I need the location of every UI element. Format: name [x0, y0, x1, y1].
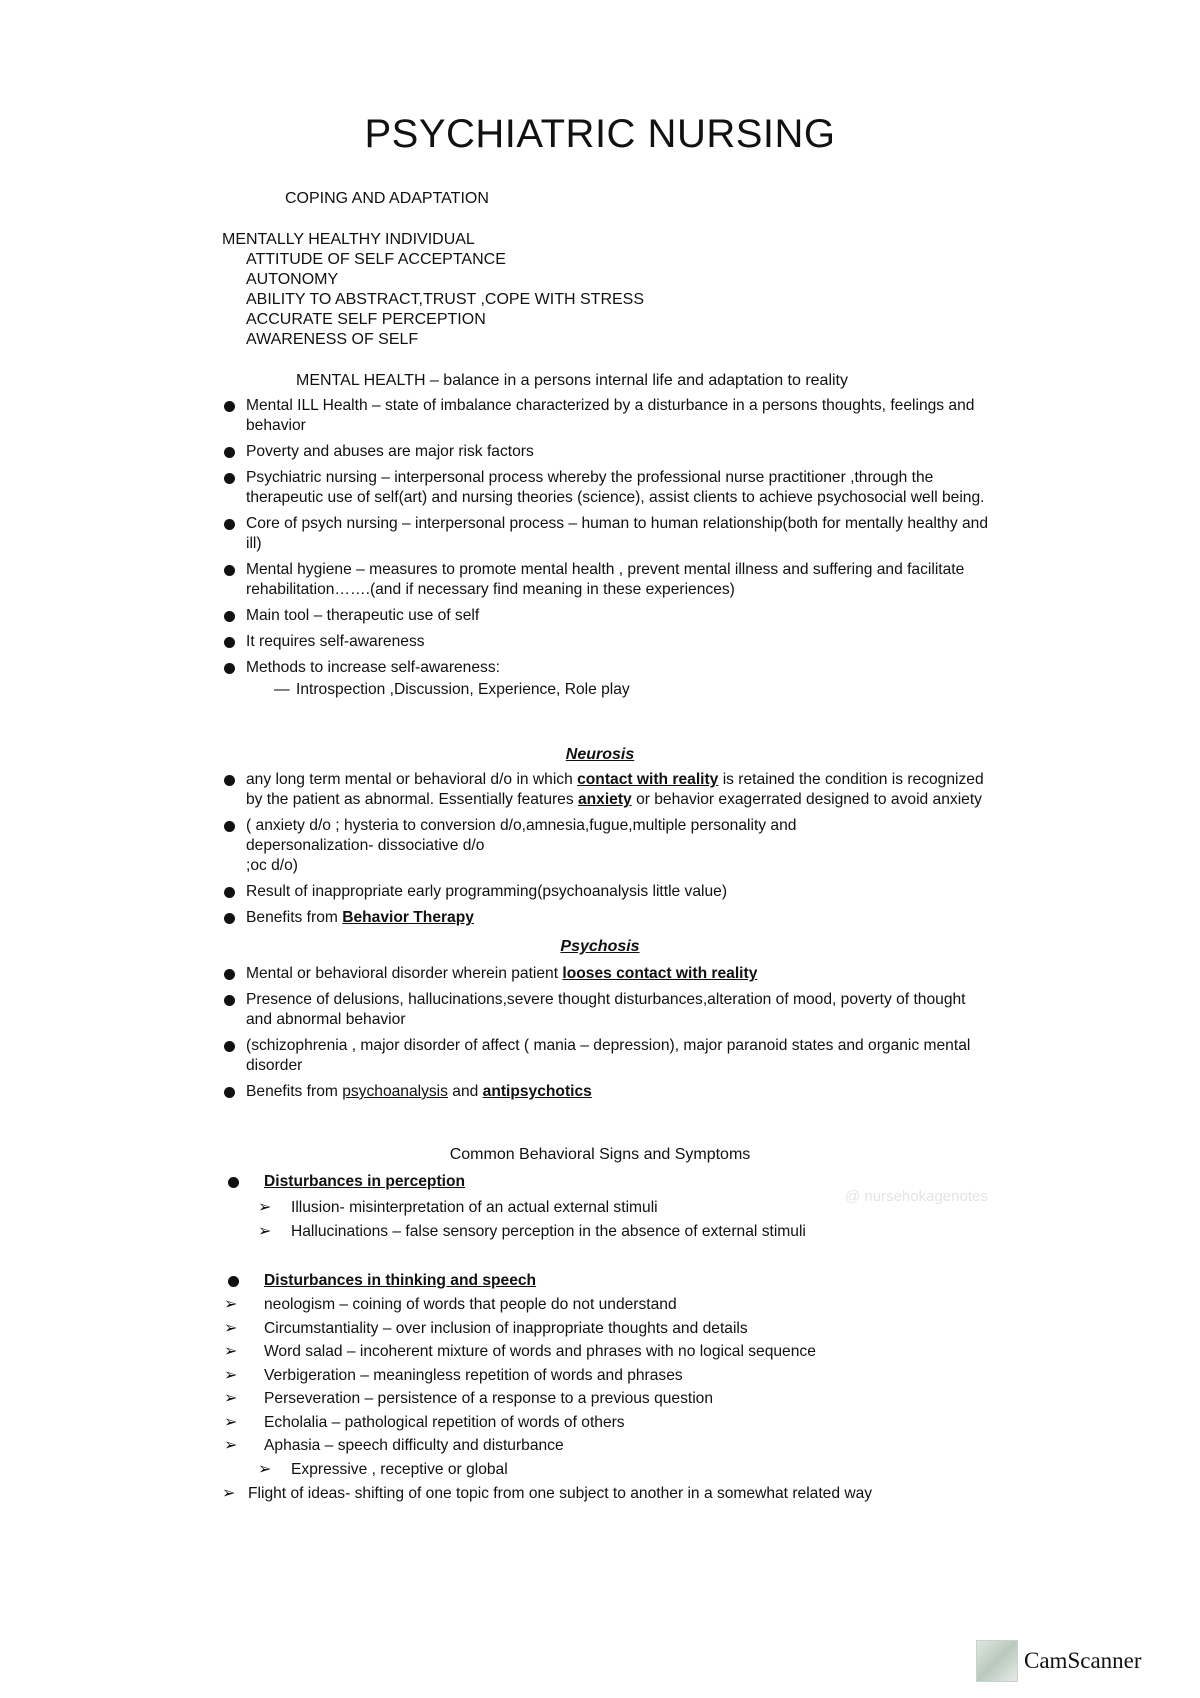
item-text: Circumstantiality – over inclusion of inappropriate thoughts and details	[264, 1319, 748, 1337]
trait-item: AUTONOMY	[246, 271, 339, 288]
underlined-term: contact with reality	[577, 771, 719, 788]
text-line: depersonalization- dissociative d/o	[246, 837, 485, 854]
underlined-term: Behavior Therapy	[342, 909, 474, 926]
trait-item: ABILITY TO ABSTRACT,TRUST ,COPE WITH STRESS	[246, 291, 645, 308]
camscanner-label: CamScanner	[1024, 1648, 1142, 1673]
item-text: Aphasia – speech difficulty and disturbance	[264, 1437, 564, 1454]
thinking-item	[222, 1319, 872, 1339]
text-run: is retained the condition is recognized by the patient as abnormal. Essentially features	[246, 771, 984, 808]
thinking-item	[222, 1295, 872, 1315]
trait-item: ACCURATE SELF PERCEPTION	[246, 311, 486, 328]
watermark: @ nursehokagenotes	[845, 1188, 988, 1205]
underlined-term: antipsychotics	[482, 1083, 592, 1100]
item-text: neologism – coining of words that people do not understand	[264, 1296, 677, 1313]
perception-item	[222, 1198, 806, 1218]
underlined-term: psychoanalysis	[342, 1083, 448, 1100]
item-text: Hallucinations – false sensory perception in the absence of external stimuli	[291, 1222, 806, 1240]
perception-item	[222, 1222, 806, 1242]
arrow-bullet-icon: ➢	[258, 1199, 272, 1216]
thinking-item	[222, 1436, 872, 1456]
camscanner-footer	[976, 1640, 1142, 1682]
item-text: Word salad – incoherent mixture of words and phrases with no logical sequence	[264, 1343, 816, 1360]
item-text: Expressive , receptive or global	[291, 1460, 508, 1478]
aphasia-subitem	[222, 1460, 872, 1480]
bullet-text: Methods to increase self-awareness:	[246, 659, 500, 676]
item-text: Illusion- misinterpretation of an actual external stimuli	[291, 1199, 658, 1216]
text-run: and	[447, 1083, 483, 1100]
bullet-item: Core of psych nursing – interpersonal process – human to human relationship(both for mentally healthy and ill)	[222, 514, 992, 554]
text-line: ;oc d/o)	[246, 857, 299, 874]
arrow-bullet-icon: ➢	[224, 1343, 238, 1360]
arrow-bullet-icon: ➢	[222, 1484, 236, 1502]
bullet-item: (schizophrenia , major disorder of affect ( mania – depression), major paranoid states and organic mental disorder	[222, 1036, 992, 1076]
bullet-item	[222, 908, 992, 928]
healthy-individual-block	[222, 230, 644, 350]
arrow-bullet-icon: ➢	[224, 1390, 238, 1407]
bullet-item	[222, 658, 992, 700]
bullet-item: It requires self-awareness	[222, 632, 992, 652]
underlined-term: anxiety	[577, 791, 632, 808]
camscanner-logo-icon	[976, 1640, 1018, 1682]
bullet-item: Mental ILL Health – state of imbalance characterized by a disturbance in a persons thoughts, feelings and behavior	[222, 396, 992, 436]
thinking-item	[222, 1389, 872, 1409]
mental-health-definition: MENTAL HEALTH – balance in a persons internal life and adaptation to reality	[296, 372, 848, 389]
text-line: ( anxiety d/o ; hysteria to conversion d/o,amnesia,fugue,multiple personality and	[246, 817, 797, 834]
neurosis-heading: Neurosis	[565, 746, 635, 763]
text-run: any long term mental or behavioral d/o in which	[246, 771, 578, 788]
trait-item: ATTITUDE OF SELF ACCEPTANCE	[246, 251, 506, 268]
bullet-item: Poverty and abuses are major risk factors	[222, 442, 992, 462]
thinking-item	[222, 1342, 872, 1362]
item-text: Verbigeration – meaningless repetition of words and phrases	[264, 1366, 683, 1384]
bullet-item: Psychiatric nursing – interpersonal process whereby the professional nurse practitioner ,through the therapeutic use of self(art) and nursing theories (science), assist clients to achieve psychosocial well being.	[222, 468, 992, 508]
trait-item: AWARENESS OF SELF	[246, 331, 419, 348]
methods-subitem: — Introspection ,Discussion, Experience, Role play	[246, 680, 992, 700]
arrow-bullet-icon: ➢	[258, 1222, 272, 1240]
item-text: Perseveration – persistence of a response to a previous question	[264, 1390, 714, 1407]
bullet-item: Presence of delusions, hallucinations,severe thought disturbances,alteration of mood, poverty of thought and abnormal behavior	[222, 990, 992, 1030]
arrow-bullet-icon: ➢	[224, 1413, 238, 1431]
healthy-heading: MENTALLY HEALTHY INDIVIDUAL	[222, 231, 475, 248]
flight-of-ideas-item	[222, 1484, 872, 1504]
text-run: Benefits from	[246, 1083, 343, 1100]
arrow-bullet-icon: ➢	[224, 1437, 238, 1454]
thinking-heading: Disturbances in thinking and speech	[222, 1271, 872, 1291]
arrow-bullet-icon: ➢	[224, 1296, 238, 1313]
perception-heading: Disturbances in perception	[222, 1172, 806, 1192]
text-run: or behavior exagerrated designed to avoid anxiety	[631, 791, 982, 808]
common-signs-heading: Common Behavioral Signs and Symptoms	[449, 1146, 751, 1163]
bullet-item	[222, 816, 992, 876]
arrow-bullet-icon: ➢	[224, 1366, 238, 1384]
bullet-item	[222, 1082, 992, 1102]
bullet-item: Mental hygiene – measures to promote mental health , prevent mental illness and suffering and facilitate rehabilitation…….(and if necessary find meaning in these experiences)	[222, 560, 992, 600]
section-subtitle: COPING AND ADAPTATION	[285, 190, 489, 207]
perception-section	[222, 1172, 806, 1245]
text-run: Benefits from	[246, 909, 343, 926]
thinking-item	[222, 1413, 872, 1433]
psychosis-heading: Psychosis	[560, 938, 640, 955]
bullet-item	[222, 770, 992, 810]
thinking-item	[222, 1366, 872, 1386]
underlined-term: looses contact with reality	[562, 965, 758, 982]
text-run: Mental or behavioral disorder wherein patient	[246, 965, 563, 982]
psychosis-list	[222, 964, 992, 1108]
item-text: Echolalia – pathological repetition of words of others	[264, 1413, 625, 1431]
item-text: Flight of ideas- shifting of one topic from one subject to another in a somewhat related way	[248, 1484, 873, 1502]
arrow-bullet-icon: ➢	[258, 1460, 272, 1478]
arrow-bullet-icon: ➢	[224, 1319, 238, 1337]
page-title: PSYCHIATRIC NURSING	[364, 112, 836, 156]
neurosis-list	[222, 770, 992, 934]
intro-bullet-list	[222, 396, 992, 706]
bullet-item: Result of inappropriate early programming(psychoanalysis little value)	[222, 882, 992, 902]
bullet-item: Main tool – therapeutic use of self	[222, 606, 992, 626]
bullet-item	[222, 964, 992, 984]
thinking-section	[222, 1271, 872, 1507]
